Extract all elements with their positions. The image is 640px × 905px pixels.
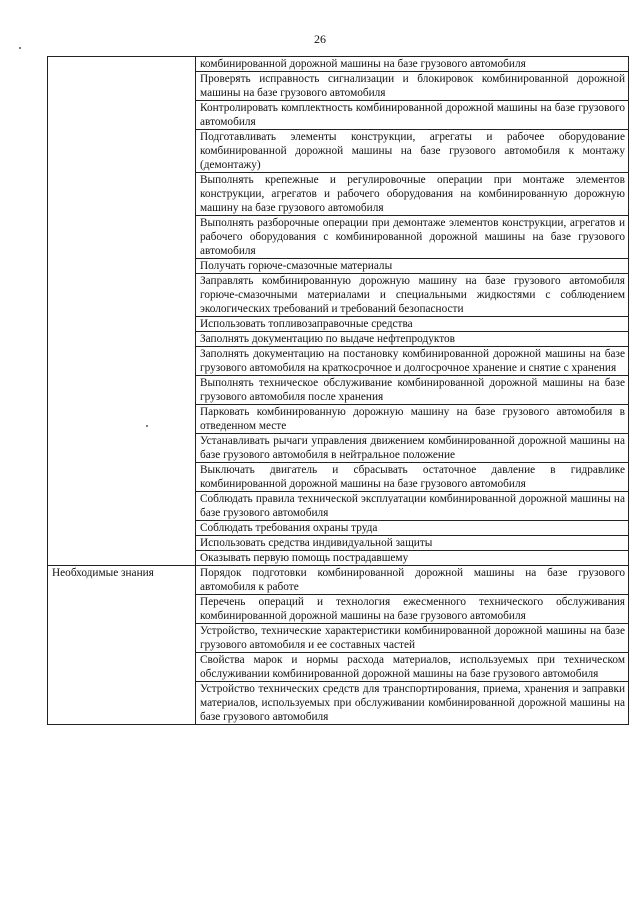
knowledge-cell: Перечень операций и технология ежесменного технического обслуживания комбинированной дорожной машины на базе грузового автомобиля xyxy=(196,595,629,624)
skill-cell: Парковать комбинированную дорожную машину на базе грузового автомобиля в отведенном месте xyxy=(196,405,629,434)
table-row xyxy=(48,566,629,595)
knowledge-label: Необходимые знания xyxy=(48,566,196,725)
scan-speck xyxy=(19,47,21,49)
skill-cell: Заполнять документацию по выдаче нефтепродуктов xyxy=(196,332,629,347)
skill-cell: Заполнять документацию на постановку комбинированной дорожной машины на базе грузового автомобиля на краткосрочное и долгосрочное хранение и снятие с хранения xyxy=(196,347,629,376)
skill-cell: Выполнять крепежные и регулировочные операции при монтаже элементов конструкции, агрегатов и рабочего оборудования на комбинированную дорожную машину на базе грузового автомобиля xyxy=(196,173,629,216)
knowledge-cell: Устройство, технические характеристики комбинированной дорожной машины на базе грузового автомобиля и ее составных частей xyxy=(196,624,629,653)
skill-cell: Соблюдать требования охраны труда xyxy=(196,521,629,536)
skill-cell: Выключать двигатель и сбрасывать остаточное давление в гидравлике комбинированной дорожной машины на базе грузового автомобиля xyxy=(196,463,629,492)
knowledge-cell: Свойства марок и нормы расхода материалов, используемых при техническом обслуживании комбинированной дорожной машины на базе грузового автомобиля xyxy=(196,653,629,682)
requirements-table xyxy=(47,56,629,725)
skill-cell: Выполнять техническое обслуживание комбинированной дорожной машины на базе грузового автомобиля после хранения xyxy=(196,376,629,405)
skill-cell: комбинированной дорожной машины на базе грузового автомобиля xyxy=(196,57,629,72)
skill-cell: Заправлять комбинированную дорожную машину на базе грузового автомобиля горюче-смазочными материалами и специальными жидкостями с соблюдением экологических требований и требований безопасности xyxy=(196,274,629,317)
skill-cell: Использовать топливозаправочные средства xyxy=(196,317,629,332)
skills-label-cell xyxy=(48,57,196,566)
table-row xyxy=(48,57,629,72)
skill-cell: Контролировать комплектность комбинированной дорожной машины на базе грузового автомобиля xyxy=(196,101,629,130)
skill-cell: Соблюдать правила технической эксплуатации комбинированной дорожной машины на базе грузового автомобиля xyxy=(196,492,629,521)
knowledge-cell: Устройство технических средств для транспортирования, приема, хранения и заправки материалов, используемых при обслуживании комбинированной дорожной машины на базе грузового автомобиля xyxy=(196,682,629,725)
skill-cell: Использовать средства индивидуальной защиты xyxy=(196,536,629,551)
skill-cell: Оказывать первую помощь пострадавшему xyxy=(196,551,629,566)
knowledge-cell: Порядок подготовки комбинированной дорожной машины на базе грузового автомобиля к работе xyxy=(196,566,629,595)
skill-cell: Устанавливать рычаги управления движением комбинированной дорожной машины на базе грузового автомобиля в нейтральное положение xyxy=(196,434,629,463)
page-number: 26 xyxy=(314,32,326,46)
skill-cell: Проверять исправность сигнализации и блокировок комбинированной дорожной машины на базе грузового автомобиля xyxy=(196,72,629,101)
skill-cell: Подготавливать элементы конструкции, агрегаты и рабочее оборудование комбинированной дорожной машины на базе грузового автомобиля к монтажу (демонтажу) xyxy=(196,130,629,173)
skill-cell: Выполнять разборочные операции при демонтаже элементов конструкции, агрегатов и рабочего оборудования с комбинированной дорожной машины на базе грузового автомобиля xyxy=(196,216,629,259)
skill-cell: Получать горюче-смазочные материалы xyxy=(196,259,629,274)
